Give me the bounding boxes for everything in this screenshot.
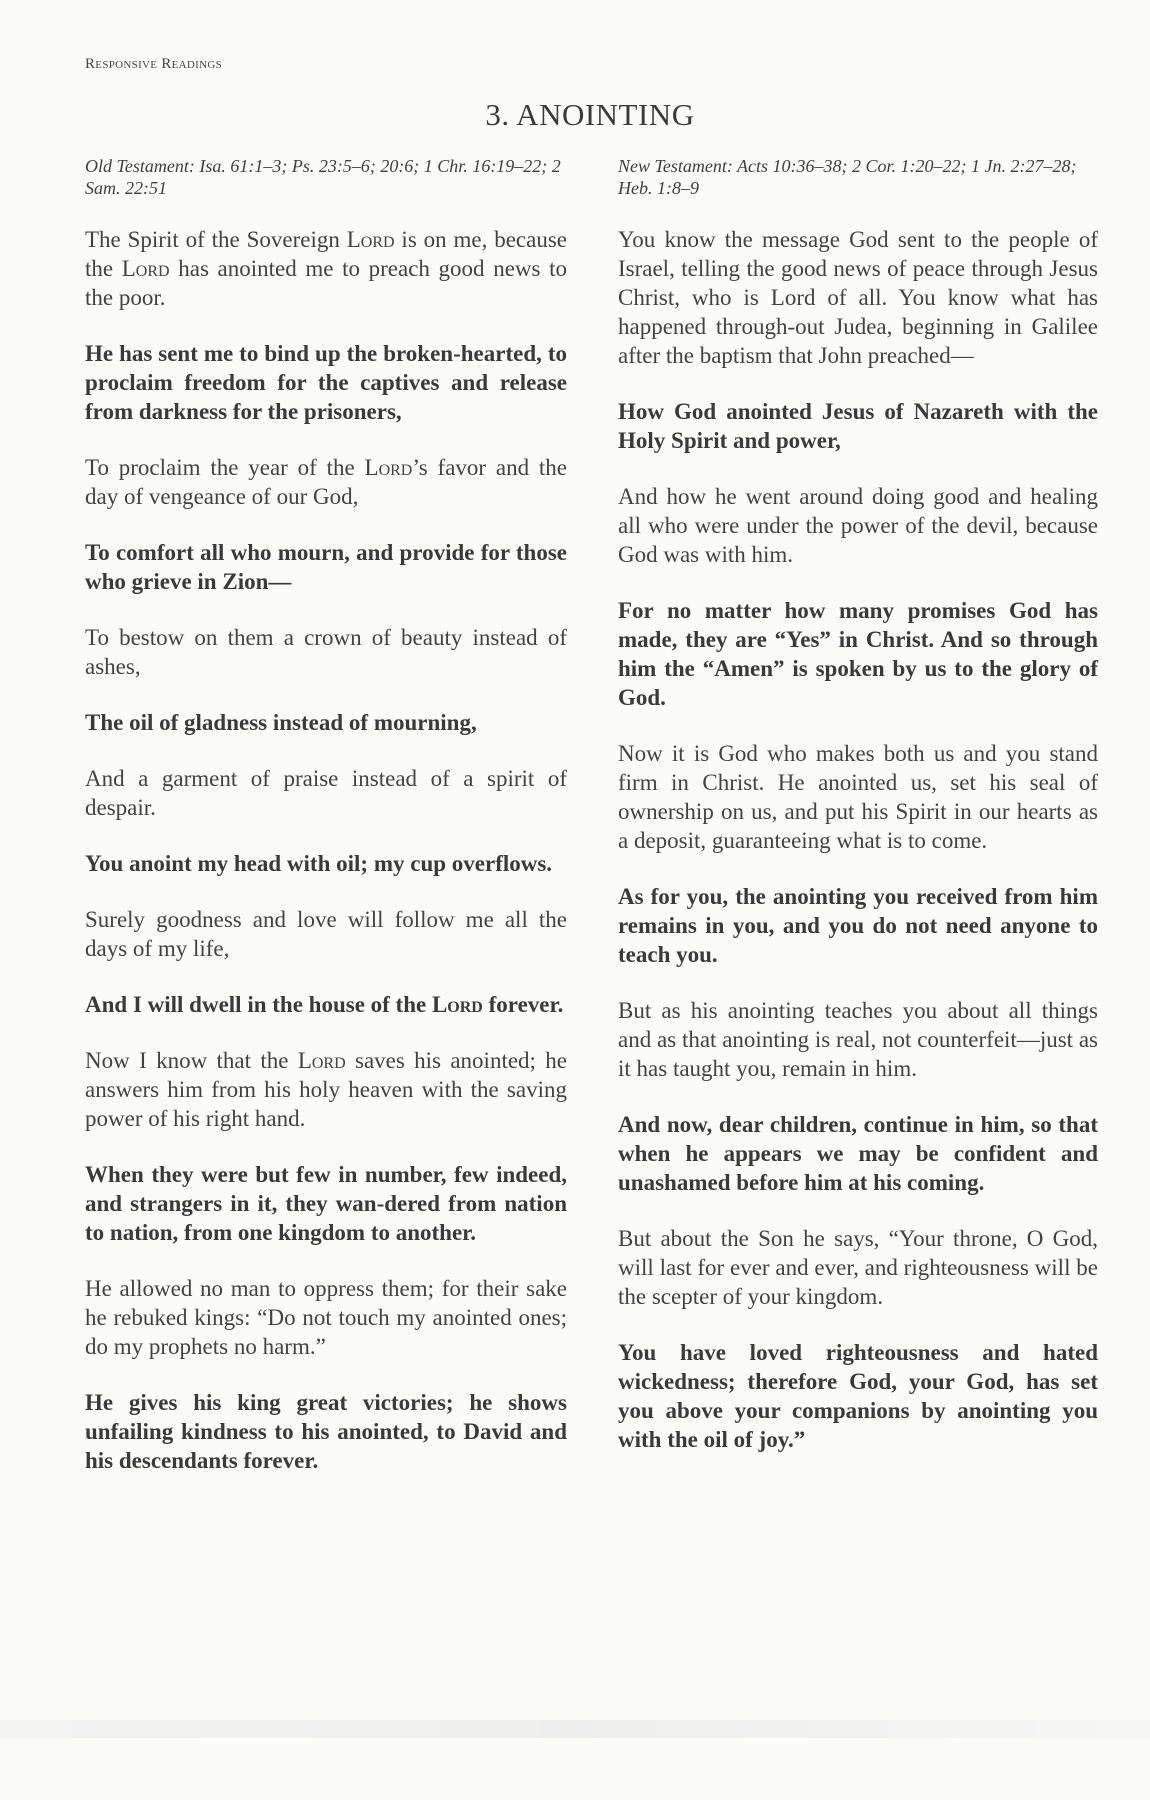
congregation-response: [85, 708, 567, 737]
old-testament-references: Old Testament: Isa. 61:1–3; Ps. 23:5–6; 20:6; 1 Chr. 16:19–22; 2 Sam. 22:51: [85, 156, 561, 198]
text-segment: When they were but few in number, few indeed, and strangers in it, they wan-dered from nation to nation, from one kingdom to another.: [85, 1162, 567, 1245]
leader-reading: [618, 739, 1098, 855]
text-segment: is on me, because the: [85, 227, 567, 281]
leader-reading: [85, 1046, 567, 1133]
text-segment: And a garment of praise instead of a spirit of despair.: [85, 766, 567, 820]
old-testament-paragraphs: [85, 225, 567, 1475]
text-segment: He has sent me to bind up the broken-hearted, to proclaim freedom for the captives and release from darkness for the prisoners,: [85, 341, 567, 424]
congregation-response: [85, 849, 567, 878]
text-segment: And I will dwell in the house of the: [85, 992, 432, 1017]
text-segment: For no matter how many promises God has made, they are “Yes” in Christ. And so through him the “Amen” is spoken by us to the glory of God.: [618, 598, 1098, 710]
small-caps-word: Lord: [121, 256, 170, 281]
congregation-response: [85, 538, 567, 596]
text-segment: The Spirit of the Sovereign: [85, 227, 347, 252]
small-caps-word: Lord: [297, 1048, 346, 1073]
text-segment: has anointed me to preach good news to the poor.: [85, 256, 567, 310]
congregation-response: [618, 1338, 1098, 1454]
new-testament-paragraphs: [618, 225, 1098, 1454]
text-segment: ’s favor and the day of vengeance of our God,: [85, 455, 567, 509]
old-testament-column: [85, 155, 567, 1502]
congregation-response: [85, 1388, 567, 1475]
text-segment: The oil of gladness instead of mourning,: [85, 710, 477, 735]
text-segment: But about the Son he says, “Your throne, O God, will last for ever and ever, and righteousness will be the scepter of your kingdom.: [618, 1226, 1098, 1309]
leader-reading: [85, 623, 567, 681]
congregation-response: [85, 339, 567, 426]
text-segment: How God anointed Jesus of Nazareth with the Holy Spirit and power,: [618, 399, 1098, 453]
text-segment: To proclaim the year of the: [85, 455, 365, 480]
text-segment: He allowed no man to oppress them; for their sake he rebuked kings: “Do not touch my anointed ones; do my prophets no harm.”: [85, 1276, 567, 1359]
leader-reading: [85, 1274, 567, 1361]
leader-reading: [85, 453, 567, 511]
text-segment: Now it is God who makes both us and you stand firm in Christ. He anointed us, set his seal of ownership on us, and put his Spirit in our hearts as a deposit, guaranteeing what is to come.: [618, 741, 1098, 853]
text-segment: But as his anointing teaches you about all things and as that anointing is real, not counterfeit—just as it has taught you, remain in him.: [618, 998, 1098, 1081]
congregation-response: [85, 1160, 567, 1247]
text-segment: As for you, the anointing you received from him remains in you, and you do not need anyone to teach you.: [618, 884, 1098, 967]
congregation-response: [85, 990, 567, 1019]
leader-reading: [85, 764, 567, 822]
leader-reading: [618, 482, 1098, 569]
congregation-response: [618, 882, 1098, 969]
small-caps-word: Lord: [431, 992, 483, 1017]
text-segment: He gives his king great victories; he shows unfailing kindness to his anointed, to David and his descendants forever.: [85, 1390, 567, 1473]
scan-artifact: [0, 1720, 1150, 1738]
text-segment: Surely goodness and love will follow me all the days of my life,: [85, 907, 567, 961]
new-testament-column: [618, 155, 1098, 1481]
congregation-response: [618, 1110, 1098, 1197]
congregation-response: [618, 397, 1098, 455]
text-segment: saves his anointed; he answers him from his holy heaven with the saving power of his right hand.: [85, 1048, 567, 1131]
leader-reading: [85, 225, 567, 312]
text-segment: And how he went around doing good and healing all who were under the power of the devil, because God was with him.: [618, 484, 1098, 567]
small-caps-word: Lord: [346, 227, 395, 252]
running-head: Responsive Readings: [85, 56, 223, 72]
small-caps-word: Lord: [364, 455, 413, 480]
text-segment: Now I know that the: [85, 1048, 298, 1073]
text-segment: You know the message God sent to the people of Israel, telling the good news of peace through Jesus Christ, who is Lord of all. You know what has happened through-out Judea, beginning in Galilee after the baptism that John preached—: [618, 227, 1098, 368]
text-segment: And now, dear children, continue in him, so that when he appears we may be confident and unashamed before him at his coming.: [618, 1112, 1098, 1195]
leader-reading: [85, 905, 567, 963]
text-segment: forever.: [482, 992, 564, 1017]
congregation-response: [618, 596, 1098, 712]
text-segment: You have loved righteousness and hated wickedness; therefore God, your God, has set you above your companions by anointing you with the oil of joy.”: [618, 1340, 1098, 1452]
text-segment: To bestow on them a crown of beauty instead of ashes,: [85, 625, 567, 679]
text-segment: You anoint my head with oil; my cup overflows.: [85, 851, 553, 876]
text-segment: To comfort all who mourn, and provide for those who grieve in Zion—: [85, 540, 567, 594]
leader-reading: [618, 996, 1098, 1083]
new-testament-references: New Testament: Acts 10:36–38; 2 Cor. 1:20–22; 1 Jn. 2:27–28; Heb. 1:8–9: [618, 156, 1077, 198]
leader-reading: [618, 1224, 1098, 1311]
leader-reading: [618, 225, 1098, 370]
reading-title: 3. ANOINTING: [485, 97, 695, 132]
